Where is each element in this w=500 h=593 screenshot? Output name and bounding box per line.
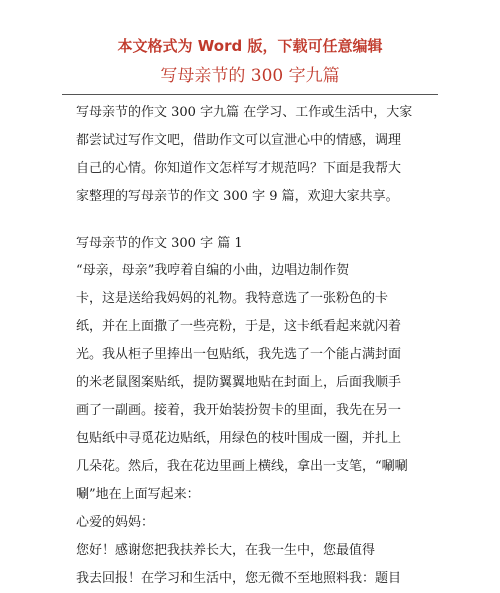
essay-body [76,257,428,593]
text-line: “母亲，母亲”我哼着自编的小曲，边唱边制作贺 [76,263,350,278]
text-line: 您好！感谢您把我扶养长大，在我一生中，您最值得 [76,543,376,558]
text-line: 心爱的妈妈： [76,515,155,530]
text-line: 几朵花。然后，我在花边里画上横线，拿出一支笔，“唰唰 [76,459,408,474]
text-line: 我去回报！在学习和生活中，您无微不至地照料我：题目 [76,571,402,586]
text-line: 自己的心情。你知道作文怎样写才规范吗？下面是我帮大 [76,161,402,176]
title-divider [62,94,438,95]
section-heading [76,230,428,258]
text-line: 唰”地在上面写起来： [76,487,200,502]
document-title: 写母亲节的 300 字九篇 [160,66,340,86]
text-line: 都尝试过写作文吧，借助作文可以宣泄心中的情感，调理 [76,133,402,148]
text-line: 画了一副画。接着，我开始装扮贺卡的里面，我先在另一 [76,403,402,418]
section-heading-text: 写母亲节的作文 300 字 篇 1 [76,236,243,251]
text-line: 的米老鼠图案贴纸，提防翼翼地贴在封面上，后面我顺手 [76,375,402,390]
text-line: 纸，并在上面撒了一些亮粉，于是，这卡纸看起来就闪着 [76,319,402,334]
intro-paragraph [76,99,428,211]
text-line: 包贴纸中寻觅花边贴纸，用绿色的枝叶围成一圈，并扎上 [76,431,402,446]
format-banner: 本文格式为 Word 版，下载可任意编辑 [117,37,383,55]
text-line: 家整理的写母亲节的作文 300 字 9 篇，欢迎大家共享。 [76,189,399,204]
text-line: 卡，这是送给我妈妈的礼物。我特意选了一张粉色的卡 [76,291,389,306]
text-line: 写母亲节的作文 300 字九篇 在学习、工作或生活中，大家 [76,105,413,120]
text-line: 光。我从柜子里捧出一包贴纸，我先选了一个能占满封面 [76,347,402,362]
